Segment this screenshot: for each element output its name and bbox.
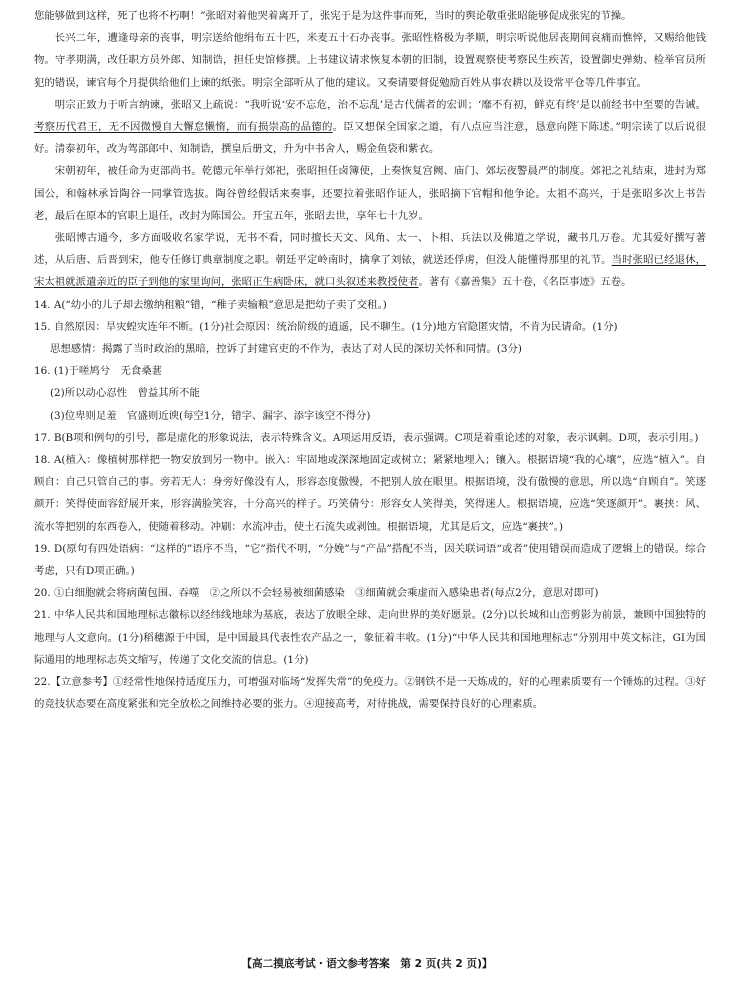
answer-14: 14. A(“幼小的儿子却去缴纳租粮”错，“稚子卖输粮”意思是把幼子卖了交租。) <box>34 298 387 311</box>
page-footer: 【高二摸底考试・语文参考答案 第 2 页(共 2 页)】 <box>241 958 493 970</box>
answer-21: 21. 中华人民共和国地理标志徽标以经纬线地球为基底，表达了放眼全球、走向世界的美好愿景。(2分)以长城和山峦剪影为前景，兼顾中国独特的地理与人文意向。(1分)稻穗源于中国，是中国最具代表性农产品之一，象征着丰收。(1分)“中华人民共和国地理标志”分别用中英文标注，GI为国际通用的地理标志英文缩写，传递了文化交流的信息。(1分) <box>34 609 706 666</box>
passage-paragraph-0: 您能够做到这样，死了也将不朽啊！”张昭对着他哭着离开了，张宪于是为这件事而死，当时的舆论敬重张昭能够促成张宪的节操。 <box>34 10 632 22</box>
answer-15: 15. 自然原因：旱灾蝗灾连年不断。(1分)社会原因：统治阶级的逍遥，民不聊生。(1分)地方官隐匿灾情，不肯为民请命。(1分) <box>34 320 618 333</box>
passage-text: 。臣又想保全国家之道，有八点应当注意，恳意向陛下陈述。”明宗读了以后说很好。清泰初年，改为驾部郎中、知制诰，撰皇后册文，升为中书舍人，赐金鱼袋和紫衣。 <box>34 121 707 156</box>
underlined-sentence: 当时张昭已经退休，宋太祖就派遣亲近的臣子到他的家里询问，张昭正生病卧床，就口头叙述来教授使者 <box>34 254 706 289</box>
passage-text: 明宗正致力于听言纳谏，张昭又上疏说：“我听说‘安不忘危，治不忘乱’是古代儒者的宏训；‘靡不有初，鲜克有终’是以前经书中至要的告诫。 <box>54 98 706 111</box>
passage-paragraph-2 <box>34 94 706 161</box>
passage-paragraph-4 <box>34 227 706 294</box>
passage-text: 张昭博古通今，多方面吸收名家学说，无书不看，同时擅长天文、风角、太一、卜相、兵法以及佛道之学说，藏书几万卷。尤其爱好撰写著述，从后唐、后晋到宋，他专任修订典章制度之职。朝廷平定岭南时，擒拿了刘铱，就送还俘虏，但没人能懂得那里的礼节。 <box>34 232 706 267</box>
underlined-sentence: 考察历代君王，无不因微慢自大懈怠懒惰，而有损崇高的品德的 <box>34 121 333 134</box>
answer-19: 19. D(原句有四处语病：“这样的”语序不当，“它”指代不明，“分娩”与“产品”搭配不当，因关联词语“或者”使用错误而造成了逻辑上的错误。综合考虑，只有D项正确。) <box>34 542 706 578</box>
passage-text: 。著有《嘉善集》五十卷，《名臣事迹》五卷。 <box>418 276 632 289</box>
answer-16-part-3: (3)位卑则足羞 官盛则近谀(每空1分，错字、漏字、添字该空不得分) <box>50 409 371 422</box>
answer-17: 17. B(B项和例句的引号，都是虚化的形象说法，表示特殊含义。A项运用反语，表示强调。C项是着重论述的对象，表示讽刺。D项，表示引用。) <box>34 431 699 444</box>
page-content <box>34 5 706 716</box>
answer-15-feeling: 思想感情：揭露了当时政治的黑暗，控诉了封建官吏的不作为，表达了对人民的深切关怀和同情。(3分) <box>50 343 522 356</box>
passage-paragraph-1: 长兴二年，遭逢母亲的丧事，明宗送给他绢布五十匹，米麦五十石办丧事。张昭性格极为孝顺，明宗听说他居丧期间哀痛而憔悴，又赐给他钱物。守孝期满，改任职方员外郎、知制诰，担任史馆修撰。上书建议请求恢复本朝的旧制，设置观察使考察民生疾苦，设置御史弹劾、检举官员所犯的错误，谏官每个月提供给他们上谏的纸张。明宗全部听从了他的建议。又奏请要督促勉励百姓从事农耕以及设常平仓等几件事宜。 <box>34 32 706 89</box>
answer-16: 16. (1)于嗟鸠兮 无食桑葚 <box>34 365 163 378</box>
answer-22: 22.【立意参考】①经常性地保持适度压力，可增强对临场“发挥失常”的免疫力。②钢铁不是一天炼成的，好的心理素质要有一个锤炼的过程。③好的竞技状态要在高度紧张和完全放松之间维持必要的张力。④迎接高考，对待挑战，需要保持良好的心理素质。 <box>34 676 706 711</box>
passage-paragraph-3: 宋朝初年，被任命为吏部尚书。乾德元年举行郊祀，张昭担任卤簿使，上奏恢复宫阙、庙门、郊坛夜警晨严的制度。郊祀之礼结束，进封为郑国公，和翰林承旨陶谷一同掌管选拔。陶谷曾经假话来奏事，还要拉着张昭作证人，张昭摘下官帽和他争论。太祖不高兴，于是张昭多次上书告老，最后在原本的官职上退任，改封为陈国公。开宝五年，张昭去世，享年七十九岁。 <box>34 165 706 222</box>
answer-18: 18. A(植入：像植树那样把一物安放到另一物中。嵌入：牢固地或深深地固定或树立；紧紧地埋入；镶入。根据语境“我的心壤”，应选“植入”。自顾自：自己只管自己的事。旁若无人：身旁好像没有人，形容态度傲慢，不把别人放在眼里。根据语境，没有傲慢的意思，所以选“自顾自”。笑逐颜开：笑得使面容舒展开来，形容满脸笑容，十分高兴的样子。巧笑倩兮：形容女人笑得美，笑得迷人。根据语境，应选“笑逐颜开”。裹挟：风、流水等把别的东西卷入，使随着移动。冲刷：水流冲击，使土石流失或剥蚀。根据语境，尤其是后文，应选“裹挟”。) <box>34 454 706 533</box>
answer-20: 20. ①白细胞就会将病菌包围、吞噬 ②之所以不会轻易被细菌感染 ③细菌就会乘虚而入感染患者(每点2分，意思对即可) <box>34 587 599 600</box>
answer-16-part-2: (2)所以动心忍性 曾益其所不能 <box>50 387 200 400</box>
